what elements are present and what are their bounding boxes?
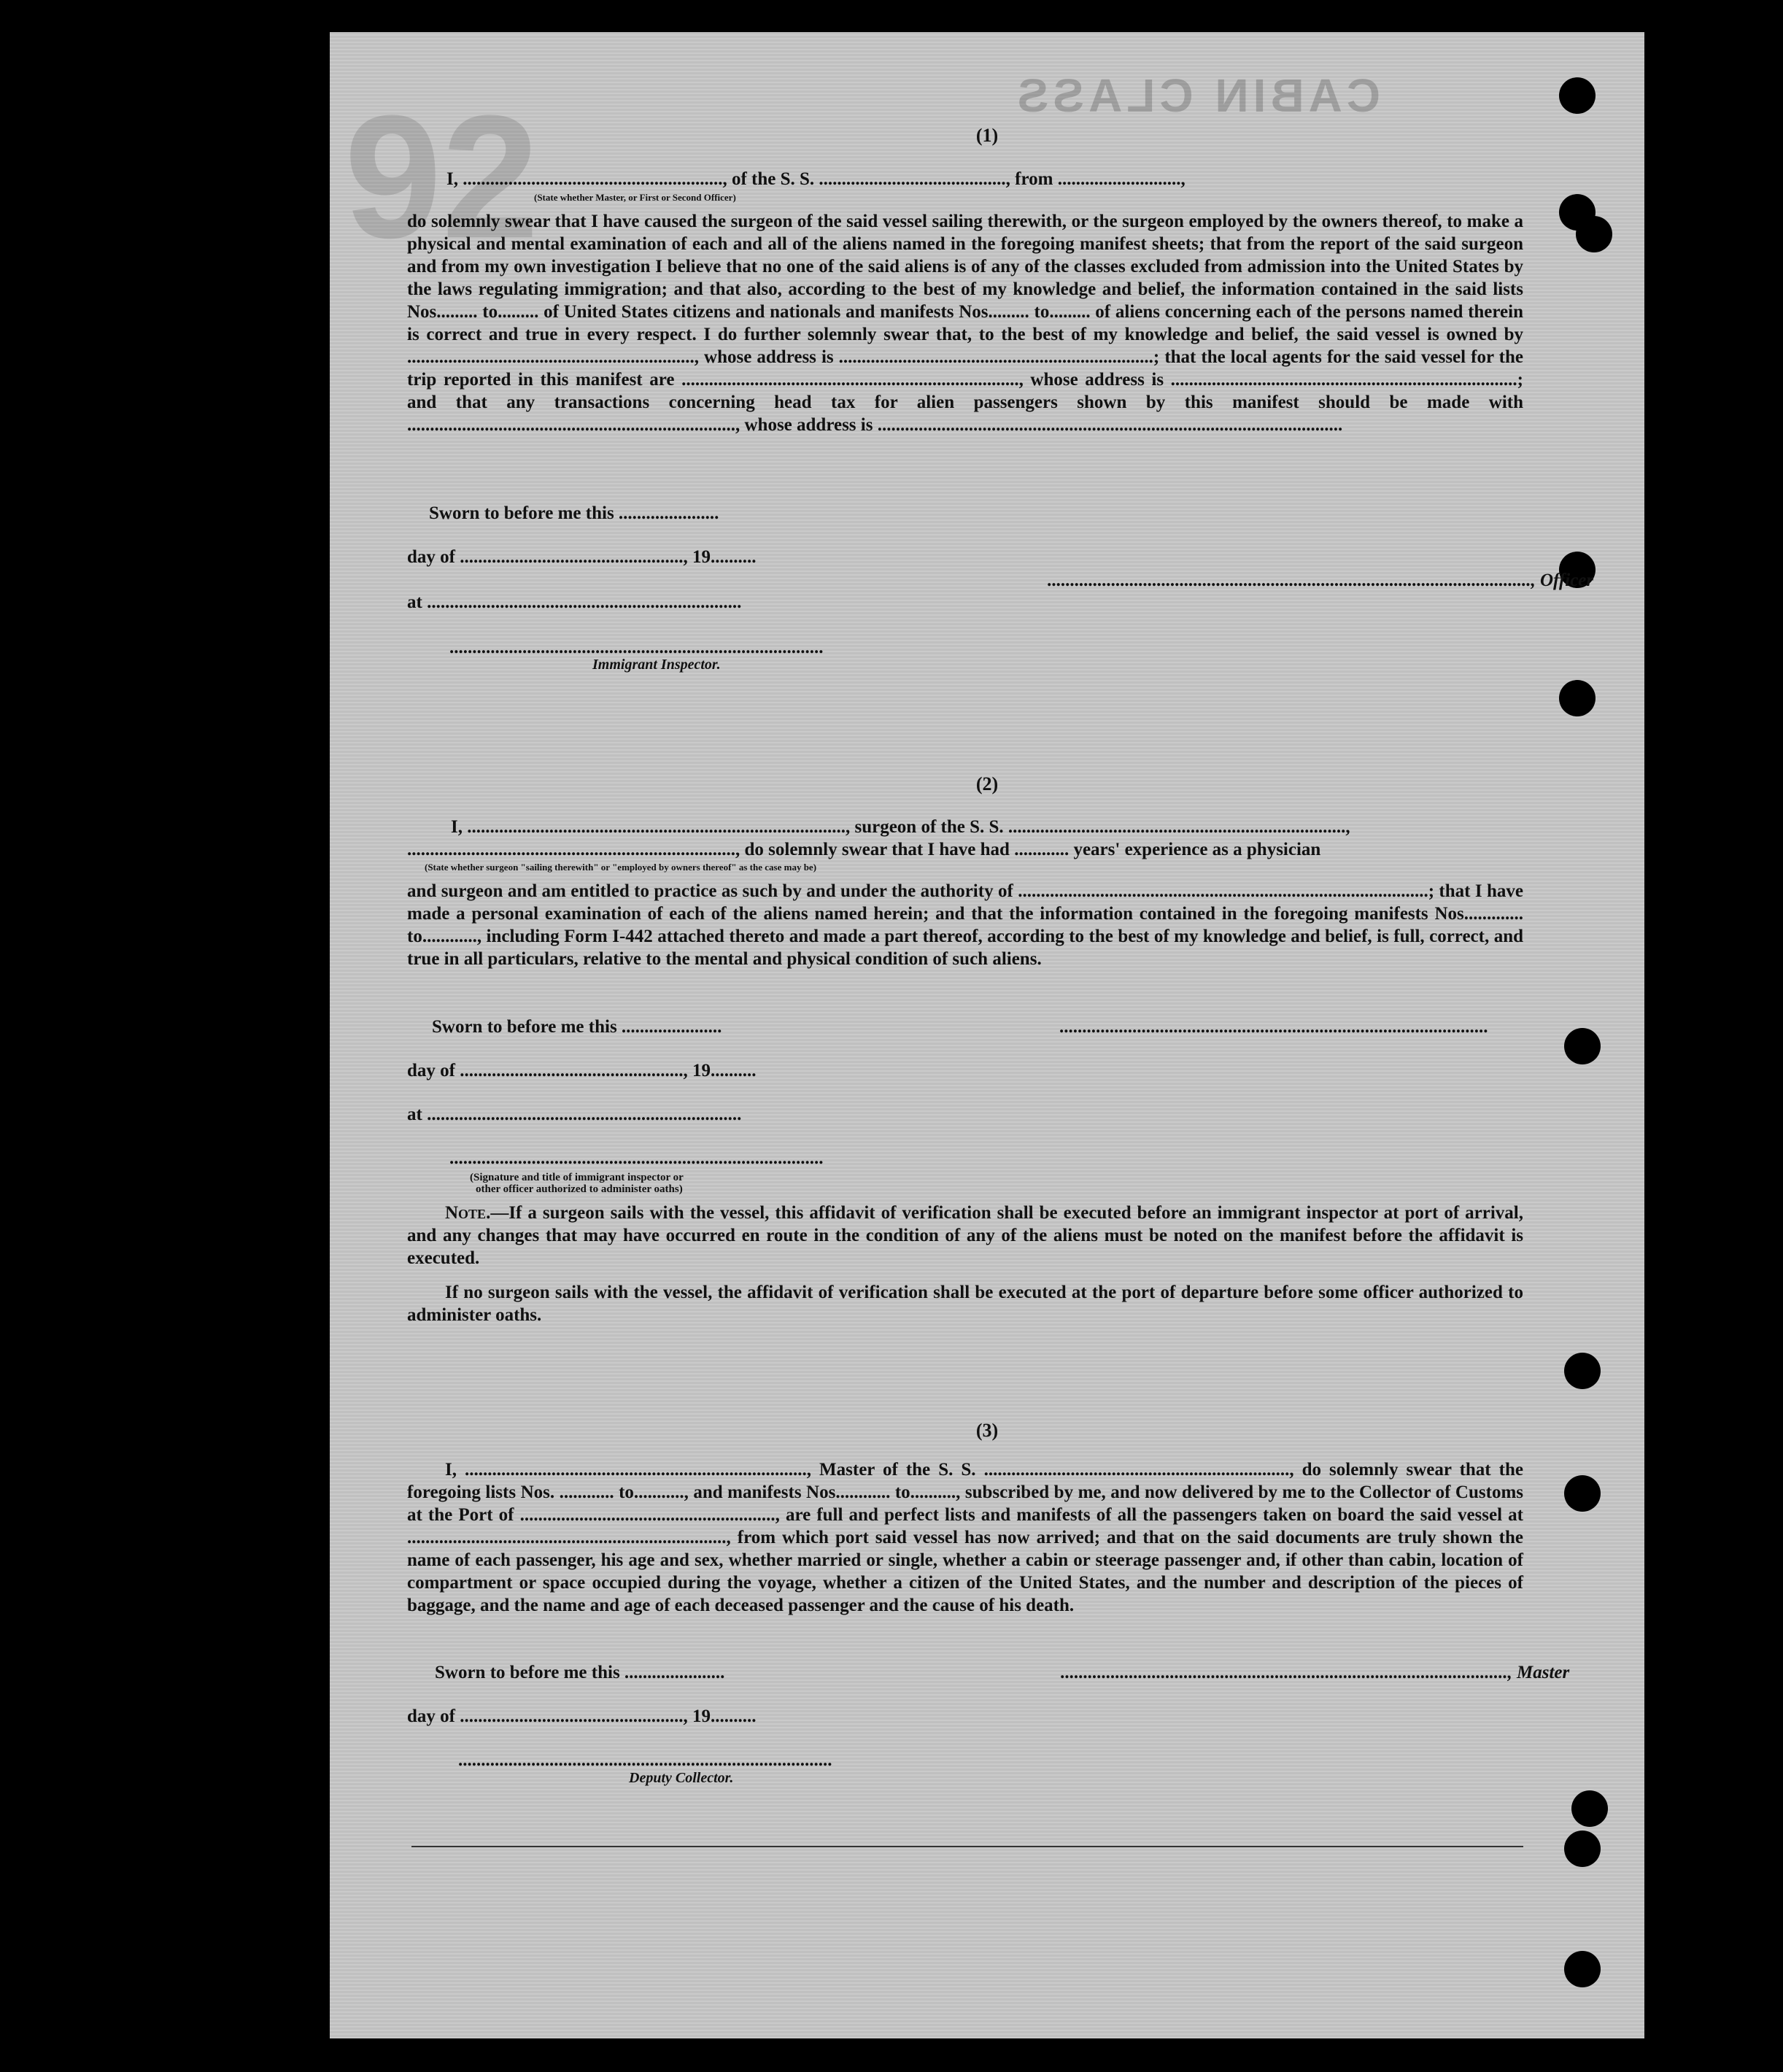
- punch-hole: [1564, 1028, 1601, 1064]
- section-2-sworn: Sworn to before me this ......................: [432, 1017, 722, 1037]
- section-1-caption: (State whether Master, or First or Second Officer): [534, 192, 736, 203]
- section-3-master-line: .................................................................................................., Master: [1061, 1663, 1570, 1682]
- section-3-sworn: Sworn to before me this ......................: [435, 1663, 725, 1682]
- note-text-2: If no surgeon sails with the vessel, the affidavit of verification shall be executed at the port of departure before some officer authorized to administer oaths.: [407, 1283, 1523, 1325]
- bottom-rule: [411, 1846, 1523, 1847]
- section-2-signature-right: ..............................................................................................: [1059, 1017, 1488, 1037]
- note-paragraph-2: [407, 1281, 1523, 1326]
- section-2-sig-caption-1: (Signature and title of immigrant inspector or: [470, 1172, 684, 1183]
- note-paragraph-1: [407, 1202, 1523, 1269]
- section-2-number: (2): [975, 773, 999, 795]
- punch-hole: [1564, 1353, 1601, 1389]
- immigrant-inspector-caption: Immigrant Inspector.: [592, 657, 721, 673]
- punch-hole: [1576, 216, 1612, 252]
- note-label: Note.: [445, 1203, 491, 1223]
- section-3-signature-line: ..................................................................................: [458, 1750, 832, 1770]
- section-2-caption: (State whether surgeon "sailing therewith" or "employed by owners thereof" as the case may be): [425, 862, 817, 873]
- section-2-sig-caption-2: other officer authorized to administer oaths): [476, 1183, 683, 1195]
- section-3-day-of: day of ................................................., 19..........: [407, 1706, 757, 1726]
- note-text: —If a surgeon sails with the vessel, this affidavit of verification shall be executed before an immigrant inspector at port of arrival, and any changes that may have occurred en route in the condition of any of the aliens must be noted on the manifest before the affidavit is executed.: [407, 1203, 1523, 1268]
- section-2-line1: I, ..................................................................................., surgeon of the S. S. ..........................................................................,: [451, 817, 1350, 837]
- punch-hole: [1559, 680, 1596, 716]
- section-1-number: (1): [975, 125, 999, 146]
- punch-hole: [1564, 1831, 1601, 1867]
- section-2-at: at .....................................................................: [407, 1105, 742, 1124]
- section-3-number: (3): [975, 1420, 999, 1441]
- section-1-sworn: Sworn to before me this ......................: [429, 503, 719, 523]
- ghost-stamp: CABIN CLASS: [1013, 69, 1380, 122]
- deputy-collector-caption: Deputy Collector.: [629, 1770, 734, 1786]
- manifest-affidavit-page: [330, 32, 1644, 2038]
- section-2-day-of: day of ................................................., 19..........: [407, 1061, 757, 1081]
- section-1-signature-line: ..................................................................................: [449, 638, 824, 657]
- ghost-number: 92: [344, 79, 539, 274]
- section-2-signature-line: ..................................................................................: [449, 1148, 824, 1168]
- section-3-body: I, ..........................................................................., Master of the S. S. ..................................................................., do solemnly swear that the foregoing lists Nos. ............ to..........., and manifests Nos............ to.........., subscribed by me, and now delivered by me to the Collector of Customs at the Port of ........................................................, are full and perfect lists and manifests of all the passengers taken on board the said vessel at ......................................................................, from which port said vessel has now arrived; and that on the said documents are truly shown the name of each passenger, his age and sex, whether married or single, whether a cabin or steerage passenger and, if other than cabin, location of compartment or space occupied during the voyage, whether a citizen of the United States, and the number and description of the pieces of baggage, and the name and age of each deceased passenger and the cause of his death.: [407, 1460, 1523, 1615]
- section-1-at: at .....................................................................: [407, 592, 742, 612]
- section-1-first-line: I, ........................................................., of the S. S. ........................................., from ...........................,: [446, 169, 1186, 189]
- section-1-day-of: day of ................................................., 19..........: [407, 547, 757, 567]
- section-1-body: do solemnly swear that I have caused the surgeon of the said vessel sailing therewith, or the surgeon employed by the owners thereof, to make a physical and mental examination of each and all of the aliens named in the foregoing manifest sheets; that from the report of the said surgeon and from my own investigation I believe that no one of the said aliens is of any of the classes excluded from admission into the United States by the laws regulating immigration; and that also, according to the best of my knowledge and belief, the information contained in the said lists Nos......... to......... of United States citizens and nationals and manifests Nos......... to......... of aliens concerning each of the persons named therein is correct and true in every respect. I do further solemnly swear that, to the best of my knowledge and belief, the said vessel is owned by ..............................................................., whose address is .....................................................................; that the local agents for the said vessel for the trip reported in this manifest are .........................................................................., whose address is ............................................................................; and that any transactions concerning head tax for alien passengers shown by this manifest should be made with ........................................................................, whose address is ......................................................................................................: [407, 212, 1523, 435]
- punch-hole: [1564, 1951, 1601, 1987]
- punch-hole: [1571, 1790, 1608, 1827]
- section-1-officer-line: .........................................................................................................., Officer: [1048, 571, 1594, 590]
- section-2-body: and surgeon and am entitled to practice as such by and under the authority of ..........................................................................................; that I have made a personal examination of each of the aliens named herein; and that the information contained in the foregoing manifests Nos............. to............, including Form I-442 attached thereto and made a part thereof, according to the best of my knowledge and belief, is full, correct, and true in all particulars, relative to the mental and physical condition of such aliens.: [407, 881, 1523, 969]
- punch-hole: [1559, 77, 1596, 114]
- punch-hole: [1564, 1475, 1601, 1512]
- section-2-line2: ........................................................................, do solemnly swear that I have had ............ years' experience as a physician: [407, 840, 1321, 859]
